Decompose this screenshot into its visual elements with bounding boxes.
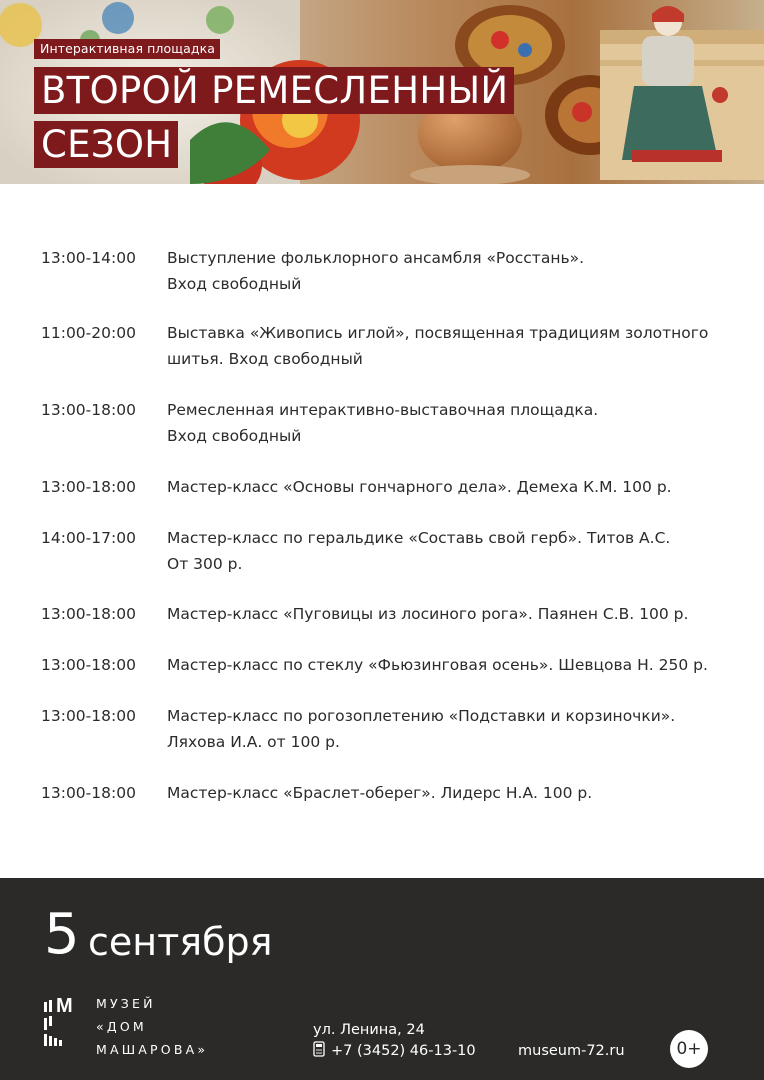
- museum-name-line: МУЗЕЙ: [96, 996, 156, 1011]
- footer: [0, 878, 764, 1080]
- description-line: Вход свободный: [167, 275, 302, 293]
- museum-name-line: «ДОМ: [96, 1019, 147, 1034]
- description-line: шитья. Вход свободный: [167, 350, 363, 368]
- museum-address: ул. Ленина, 24: [313, 1022, 425, 1038]
- phone-icon: [313, 1041, 325, 1057]
- description-line: Мастер-класс «Пуговицы из лосиного рога». Паянен С.В. 100 р.: [167, 605, 689, 623]
- description-line: Мастер-класс по стеклу «Фьюзинговая осень». Шевцова Н. 250 р.: [167, 656, 708, 674]
- museum-name-line: МАШАРОВА»: [96, 1042, 209, 1057]
- schedule-time: 13:00-18:00: [41, 656, 136, 674]
- schedule-time: 13:00-14:00: [41, 249, 136, 267]
- schedule-time: 13:00-18:00: [41, 707, 136, 725]
- description-line: Выставка «Живопись иглой», посвященная традициям золотного: [167, 324, 709, 342]
- schedule-time: 13:00-18:00: [41, 784, 136, 802]
- description-line: От 300 р.: [167, 555, 243, 573]
- schedule-time: 13:00-18:00: [41, 605, 136, 623]
- phone-number[interactable]: +7 (3452) 46-13-10: [331, 1043, 476, 1059]
- event-date-month: сентября: [88, 920, 273, 964]
- schedule-description: [167, 652, 737, 678]
- event-title-line-2: СЕЗОН: [34, 121, 178, 168]
- header-banner: [0, 0, 764, 184]
- museum-logo-icon: [42, 992, 88, 1052]
- description-line: Мастер-класс по геральдике «Составь свой герб». Титов А.С.: [167, 529, 671, 547]
- schedule-description: [167, 525, 737, 577]
- schedule-description: [167, 245, 737, 297]
- schedule-description: [167, 474, 737, 500]
- description-line: Вход свободный: [167, 427, 302, 445]
- description-line: Ремесленная интерактивно-выставочная площадка.: [167, 401, 599, 419]
- schedule-description: [167, 320, 737, 372]
- event-kicker: Интерактивная площадка: [34, 39, 220, 59]
- schedule-description: [167, 780, 737, 806]
- phone-row: [313, 1041, 476, 1061]
- museum-name: [96, 992, 208, 1061]
- schedule-time: 11:00-20:00: [41, 324, 136, 342]
- event-title-line-1: ВТОРОЙ РЕМЕСЛЕННЫЙ: [34, 67, 514, 114]
- description-line: Мастер-класс по рогозоплетению «Подставки и корзиночки».: [167, 707, 676, 725]
- age-rating-badge: 0+: [670, 1030, 708, 1068]
- description-line: Мастер-класс «Браслет-оберег». Лидерс Н.А. 100 р.: [167, 784, 593, 802]
- website-link[interactable]: museum-72.ru: [518, 1043, 625, 1059]
- schedule-description: [167, 601, 737, 627]
- svg-text:M: M: [56, 995, 73, 1017]
- description-line: Выступление фольклорного ансамбля «Росстань».: [167, 249, 585, 267]
- description-line: Мастер-класс «Основы гончарного дела». Демеха К.М. 100 р.: [167, 478, 672, 496]
- description-line: Ляхова И.А. от 100 р.: [167, 733, 340, 751]
- schedule-time: 13:00-18:00: [41, 401, 136, 419]
- schedule-time: 14:00-17:00: [41, 529, 136, 547]
- schedule-description: [167, 397, 737, 449]
- schedule-description: [167, 703, 737, 755]
- schedule-time: 13:00-18:00: [41, 478, 136, 496]
- event-date-day: 5: [44, 902, 80, 967]
